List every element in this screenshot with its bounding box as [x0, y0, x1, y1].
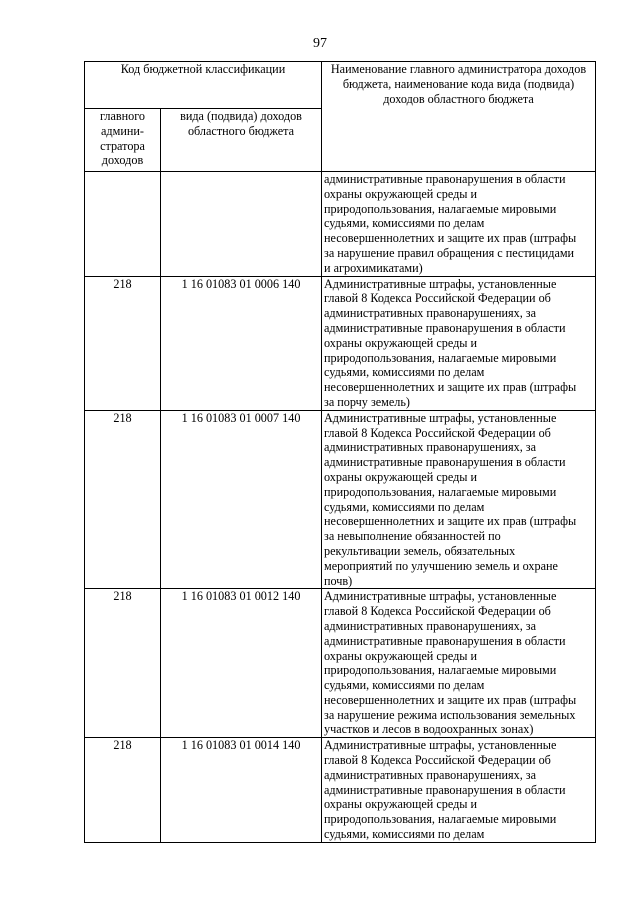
description-line: природопользования, налагаемые мировыми [324, 484, 557, 499]
table-row [85, 276, 596, 410]
description-line: охраны окружающей среды и [324, 797, 478, 812]
description-cell [322, 589, 596, 738]
description-line: за нарушение правил обращения с пестицидами [324, 245, 575, 260]
description-line: главой 8 Кодекса Российской Федерации об [324, 604, 551, 619]
admin-code-cell: 218 [85, 589, 161, 738]
description-line: главой 8 Кодекса Российской Федерации об [324, 291, 551, 306]
table-row [85, 738, 596, 843]
description-line: Административные штрафы, установленные [324, 276, 557, 291]
description-line: несовершеннолетних и защите их прав (штрафы [324, 231, 577, 246]
admin-code-cell: 218 [85, 738, 161, 843]
description-line: мероприятий по улучшению земель и охране [324, 558, 558, 573]
description-line: судьями, комиссиями по делам [324, 827, 485, 842]
header-main-administrator: главного админи-стратора доходов [85, 109, 161, 172]
description-line: охраны окружающей среды и [324, 335, 478, 350]
description-line: административных правонарушениях, за [324, 306, 537, 321]
description-line: административных правонарушениях, за [324, 767, 537, 782]
description-line: административные правонарушения в области [324, 633, 566, 648]
admin-code-cell [85, 172, 161, 277]
description-line: Административные штрафы, установленные [324, 589, 557, 604]
income-code-cell [161, 172, 322, 277]
description-line: административные правонарушения в области [324, 455, 566, 470]
description-line: охраны окружающей среды и [324, 469, 478, 484]
income-code-cell: 1 16 01083 01 0006 140 [161, 276, 322, 410]
description-line: за порчу земель) [324, 394, 410, 409]
income-code-cell: 1 16 01083 01 0014 140 [161, 738, 322, 843]
description-line: природопользования, налагаемые мировыми [324, 812, 557, 827]
description-line: природопользования, налагаемые мировыми [324, 350, 557, 365]
budget-classification-table [84, 61, 596, 843]
description-cell [322, 410, 596, 589]
description-line: несовершеннолетних и защите их прав (штрафы [324, 692, 577, 707]
header-administrator-name: Наименование главного администратора доходов бюджета, наименование кода вида (подвида) доходов областного бюджета [322, 62, 596, 172]
description-line: природопользования, налагаемые мировыми [324, 201, 557, 216]
description-cell [322, 276, 596, 410]
description-line: административные правонарушения в области [324, 172, 566, 186]
description-cell [322, 738, 596, 843]
description-line: Административные штрафы, установленные [324, 410, 557, 425]
header-budget-classification-code: Код бюджетной классификации [85, 62, 322, 109]
table-row [85, 589, 596, 738]
description-line: административные правонарушения в области [324, 320, 566, 335]
admin-code-cell: 218 [85, 276, 161, 410]
description-line: охраны окружающей среды и [324, 648, 478, 663]
income-code-cell: 1 16 01083 01 0007 140 [161, 410, 322, 589]
description-line: природопользования, налагаемые мировыми [324, 663, 557, 678]
description-line: за невыполнение обязанностей по [324, 529, 501, 544]
description-line: судьями, комиссиями по делам [324, 365, 485, 380]
description-line: административных правонарушениях, за [324, 618, 537, 633]
description-line: несовершеннолетних и защите их прав (штрафы [324, 514, 577, 529]
table-body [85, 172, 596, 843]
description-line: и агрохимикатами) [324, 260, 423, 275]
description-line: рекультивации земель, обязательных [324, 543, 516, 558]
description-line: почв) [324, 573, 353, 588]
page-number: 97 [313, 36, 327, 51]
header-income-type: вида (подвида) доходов областного бюджета [161, 109, 322, 172]
description-line: административные правонарушения в области [324, 782, 566, 797]
description-line: Административные штрафы, установленные [324, 738, 557, 753]
description-line: несовершеннолетних и защите их прав (штрафы [324, 380, 577, 395]
description-line: участков и лесов в водоохранных зонах) [324, 722, 534, 737]
description-line: охраны окружающей среды и [324, 186, 478, 201]
description-line: главой 8 Кодекса Российской Федерации об [324, 425, 551, 440]
description-line: главой 8 Кодекса Российской Федерации об [324, 753, 551, 768]
description-line: судьями, комиссиями по делам [324, 499, 485, 514]
income-code-cell: 1 16 01083 01 0012 140 [161, 589, 322, 738]
table-row [85, 410, 596, 589]
description-cell [322, 172, 596, 277]
table-row [85, 172, 596, 277]
description-line: судьями, комиссиями по делам [324, 678, 485, 693]
admin-code-cell: 218 [85, 410, 161, 589]
description-line: за нарушение режима использования земельных [324, 707, 576, 722]
description-line: административных правонарушениях, за [324, 440, 537, 455]
description-line: судьями, комиссиями по делам [324, 216, 485, 231]
